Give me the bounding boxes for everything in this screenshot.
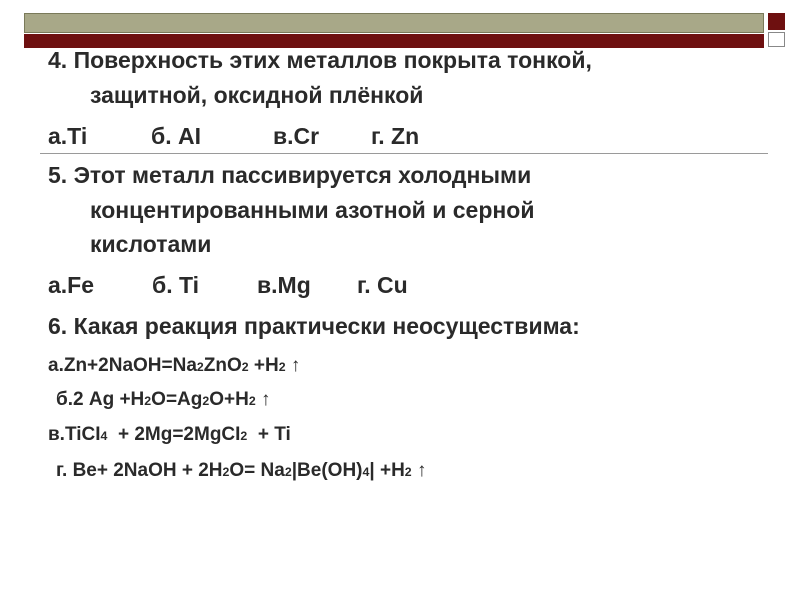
q6-question: 6. Какая реакция практически неосуществима: [48,313,580,339]
reaction-b-part: O=Ag [151,389,203,410]
q4-line2: защитной, оксидной плёнкой [90,82,424,108]
reaction-a-sub: 2 [196,360,204,374]
reaction-a-part: ZnO [203,355,242,376]
reaction-d-part: O= Na [229,460,285,481]
q5-line2: концентированными азотной и серной [90,197,535,223]
divider [40,153,768,154]
reaction-b-sub: 2 [144,394,152,408]
header-red-bar [24,34,764,48]
reaction-c-part: + 2Mg=2MgCI [107,424,241,445]
q4-answer-c: в.Cr [273,123,320,149]
q4-line1: 4. Поверхность этих металлов покрыта тонкой, [48,47,592,73]
reaction-a-part: +H [248,355,279,376]
q5-answer-a: а.Fe [48,272,95,298]
q5-line1: 5. Этот металл пассивируется холодными [48,162,532,188]
header-olive-bar [24,13,764,33]
q5-line3: кислотами [90,231,212,257]
reaction-c-part: + Ti [247,424,291,445]
corner-red-square [768,13,785,30]
reaction-c-sub: 2 [240,429,248,443]
reaction-d-sub: 4 [362,465,370,479]
q4-answer-a: а.Ti [48,123,88,149]
reaction-c-part: в.TiCI [48,424,101,445]
q5-answer-b: б. Ti [152,272,200,298]
reaction-a-sub: 2 [278,360,286,374]
reaction-b-part: O+H [209,389,249,410]
reaction-d [56,460,426,482]
q5-answers [48,272,408,299]
reaction-d-sub: 2 [404,465,412,479]
reaction-d-part: | +H [369,460,405,481]
reaction-b-sub: 2 [248,394,256,408]
reaction-c [48,424,291,446]
reaction-b [56,389,271,411]
q4-answers [48,123,419,150]
q4-answer-d: г. Zn [371,123,420,149]
q5-answer-d: г. Cu [357,272,408,298]
reaction-b-part: ↑ [255,389,271,410]
reaction-d-part: |Be(OH) [291,460,363,481]
reaction-d-part: ↑ [411,460,427,481]
reaction-a-part: а.Zn+2NaOH=Na [48,355,197,376]
reaction-d-sub: 2 [222,465,230,479]
q4-answer-b: б. AI [151,123,201,149]
reaction-a-sub: 2 [241,360,249,374]
corner-white-square [768,32,785,47]
reaction-a-part: ↑ [285,355,301,376]
reaction-a [48,355,300,377]
reaction-d-part: г. Be+ 2NaOH + 2H [56,460,223,481]
reaction-b-part: б.2 Ag +H [56,389,145,410]
q5-answer-c: в.Mg [257,272,311,298]
reaction-d-sub: 2 [284,465,292,479]
reaction-c-sub: 4 [100,429,108,443]
reaction-b-sub: 2 [202,394,210,408]
